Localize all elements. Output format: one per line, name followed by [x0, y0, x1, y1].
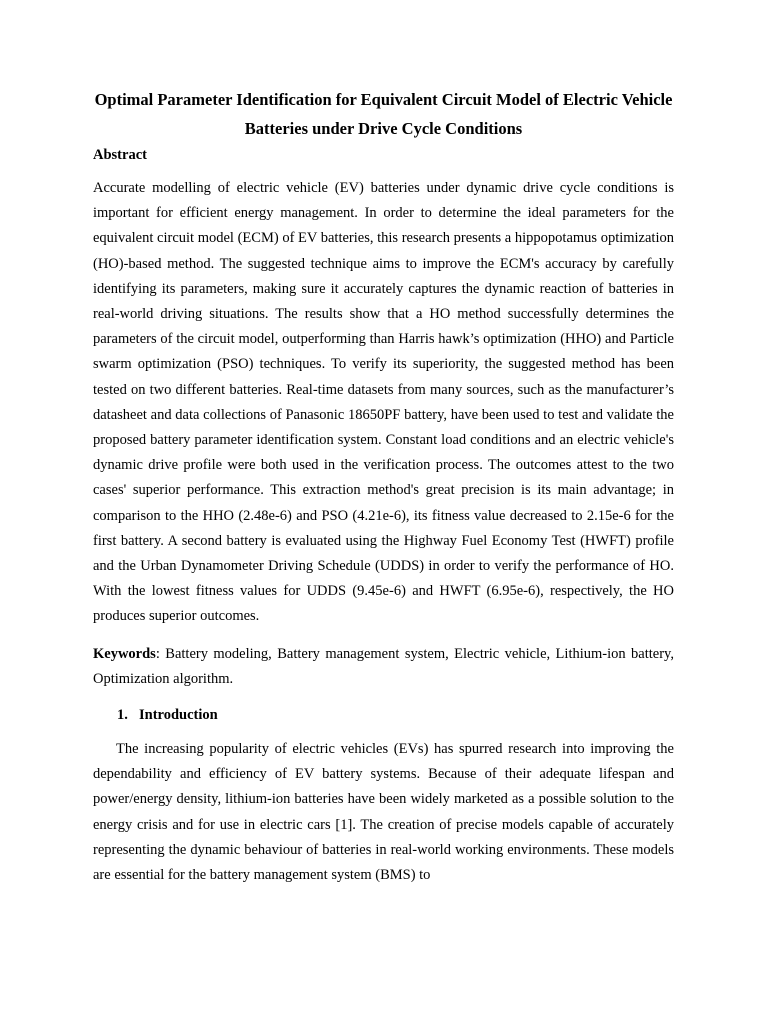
- section-title: Introduction: [139, 707, 218, 724]
- section-number: 1.: [117, 707, 128, 724]
- abstract-text: Accurate modelling of electric vehicle (EV) batteries under dynamic drive cycle conditions is important for efficient energy management. In order to determine the ideal parameters for the equivalent circuit model (ECM) of EV batteries, this research presents a hippopotamus optimization (HO)-based method. The suggested technique aims to improve the ECM's accuracy by carefully identifying its parameters, making sure it accurately captures the dynamic reaction of batteries in real-world driving situations. The results show that a HO method successfully determines the parameters of the circuit model, outperforming than Harris hawk’s optimization (HHO) and Particle swarm optimization (PSO) techniques. To verify its superiority, the suggested method has been tested on two different batteries. Real-time datasets from many sources, such as the manufacturer’s datasheet and data collections of Panasonic 18650PF battery, have been used to test and validate the proposed battery parameter identification system. Constant load conditions and an electric vehicle's dynamic drive profile were both used in the verification process. The outcomes attest to the two cases' superior performance. This extraction method's great precision is its main advantage; in comparison to the HHO (2.48e-6) and PSO (4.21e-6), its fitness value decreased to 2.15e-6 for the first battery. A second battery is evaluated using the Highway Fuel Economy Test (HWFT) profile and the Urban Dynamometer Driving Schedule (UDDS) in order to verify the performance of HO. With the lowest fitness values for UDDS (9.45e-6) and HWFT (6.95e-6), respectively, the HO produces superior outcomes.: [93, 180, 674, 625]
- paper-title: Optimal Parameter Identification for Equivalent Circuit Model of Electric Vehicle Batteries under Drive Cycle Conditions: [94, 90, 673, 138]
- abstract-heading: Abstract: [93, 147, 147, 163]
- paper-page: [93, 82, 674, 888]
- keywords-label: Keywords: [93, 645, 156, 662]
- section-heading-introduction: [93, 705, 674, 725]
- keywords-paragraph: [93, 642, 674, 692]
- keywords-text: : Battery modeling, Battery management system, Electric vehicle, Lithium-ion battery, Optimization algorithm.: [93, 645, 674, 687]
- introduction-text: The increasing popularity of electric vehicles (EVs) has spurred research into improving the dependability and efficiency of EV battery systems. Because of their adequate lifespan and power/energy density, lithium-ion batteries have been widely marketed as a possible solution to the energy crisis and for use in electric cars [1]. The creation of precise models capable of accurately representing the dynamic behaviour of batteries in real-world working environments. These models are essential for the battery management system (BMS) to: [93, 741, 674, 884]
